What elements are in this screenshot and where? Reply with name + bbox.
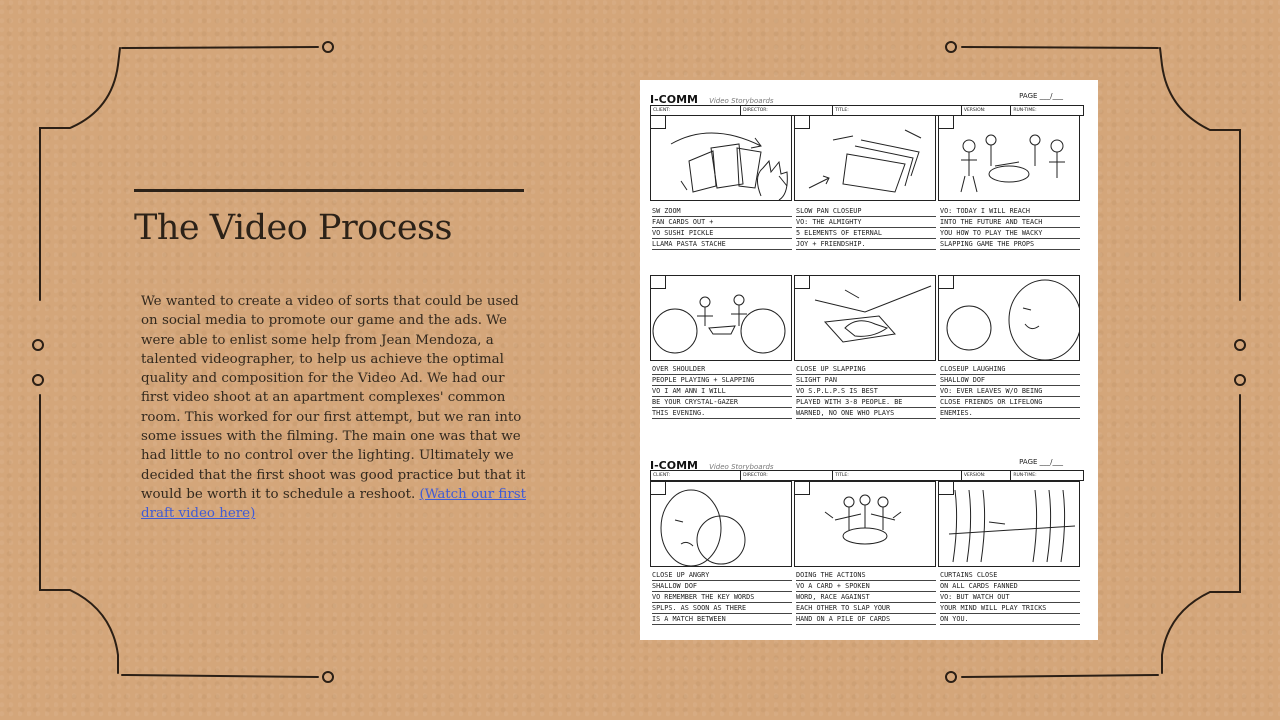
description-text xyxy=(141,292,526,524)
field-version: VERSION: xyxy=(962,106,1011,115)
panel-notes xyxy=(652,570,792,625)
note-line: BE YOUR CRYSTAL-GAZER xyxy=(652,397,792,408)
note-line: PEOPLE PLAYING + SLAPPING xyxy=(652,375,792,386)
panel-notes xyxy=(652,206,792,250)
storyboard-panel xyxy=(938,115,1080,201)
storyboard-meta-row-2 xyxy=(650,470,1084,481)
panel-notes xyxy=(796,364,936,419)
note-line: DOING THE ACTIONS xyxy=(796,570,936,581)
panel-notes xyxy=(796,570,936,625)
panel-notes xyxy=(940,364,1080,419)
note-line: ON YOU. xyxy=(940,614,1080,625)
field-client: CLIENT: xyxy=(651,106,741,115)
field-client: CLIENT: xyxy=(651,471,741,480)
field-runtime: RUN-TIME: xyxy=(1013,108,1037,113)
field-director: DIRECTOR: xyxy=(741,471,833,480)
note-line: CLOSE UP ANGRY xyxy=(652,570,792,581)
page-label-2: PAGE ___/___ xyxy=(1019,458,1063,466)
note-line: SHALLOW DOF xyxy=(940,375,1080,386)
note-line: VO REMEMBER THE KEY WORDS xyxy=(652,592,792,603)
note-line: JOY + FRIENDSHIP. xyxy=(796,239,936,250)
field-title: TITLE: xyxy=(833,471,962,480)
note-line: SW ZOOM xyxy=(652,206,792,217)
note-line: SLAPPING GAME THE PROPS xyxy=(940,239,1080,250)
note-line: LLAMA PASTA STACHE xyxy=(652,239,792,250)
note-line: ENEMIES. xyxy=(940,408,1080,419)
note-line: PLAYED WITH 3-8 PEOPLE. BE xyxy=(796,397,936,408)
storyboard-brand-2: I-COMM xyxy=(650,459,698,472)
storyboard-panel xyxy=(650,275,792,361)
note-line: CLOSEUP LAUGHING xyxy=(940,364,1080,375)
note-line: CLOSE FRIENDS OR LIFELONG xyxy=(940,397,1080,408)
page-title: The Video Process xyxy=(134,208,452,248)
note-line: VO: TODAY I WILL REACH xyxy=(940,206,1080,217)
title-rule xyxy=(134,189,524,192)
note-line: EACH OTHER TO SLAP YOUR xyxy=(796,603,936,614)
storyboard-panel xyxy=(650,481,792,567)
field-version: VERSION: xyxy=(962,471,1011,480)
note-line: VO: EVER LEAVES W/O BEING xyxy=(940,386,1080,397)
note-line: OVER SHOULDER xyxy=(652,364,792,375)
note-line: VO S.P.L.P.S IS BEST xyxy=(796,386,936,397)
storyboard-sheet xyxy=(640,80,1098,640)
note-line: 5 ELEMENTS OF ETERNAL xyxy=(796,228,936,239)
note-line: THIS EVENING. xyxy=(652,408,792,419)
note-line: CURTAINS CLOSE xyxy=(940,570,1080,581)
note-line: CLOSE UP SLAPPING xyxy=(796,364,936,375)
note-line: YOUR MIND WILL PLAY TRICKS xyxy=(940,603,1080,614)
description-body: We wanted to create a video of sorts that could be used on social media to promote our game and the ads. We were able to enlist some help from Jean Mendoza, a talented videographer, to help us achieve the optimal quality and composition for the Video Ad. We had our first video shoot at an apartment complexes' common room. This worked for our first attempt, but we ran into some issues with the filming. The main one was that we had little to no control over the lighting. Ultimately we decided that the first shoot was good practice but that it would be worth it to schedule a reshoot. xyxy=(141,294,526,502)
storyboard-subtitle-2: Video Storyboards xyxy=(709,463,774,471)
panel-notes xyxy=(652,364,792,419)
storyboard-brand: I-COMM xyxy=(650,93,698,106)
storyboard-panel xyxy=(938,275,1080,361)
note-line: INTO THE FUTURE AND TEACH xyxy=(940,217,1080,228)
storyboard-panel xyxy=(794,275,936,361)
note-line: SLIGHT PAN xyxy=(796,375,936,386)
note-line: SPLPS. AS SOON AS THERE xyxy=(652,603,792,614)
note-line: FAN CARDS OUT + xyxy=(652,217,792,228)
note-line: VO A CARD + SPOKEN xyxy=(796,581,936,592)
note-line: YOU HOW TO PLAY THE WACKY xyxy=(940,228,1080,239)
note-line: VO: THE ALMIGHTY xyxy=(796,217,936,228)
panel-notes xyxy=(796,206,936,250)
note-line: HAND ON A PILE OF CARDS xyxy=(796,614,936,625)
note-line: WORD, RACE AGAINST xyxy=(796,592,936,603)
storyboard-panel xyxy=(650,115,792,201)
note-line: SHALLOW DOF xyxy=(652,581,792,592)
note-line: VO: BUT WATCH OUT xyxy=(940,592,1080,603)
panel-notes xyxy=(940,206,1080,250)
storyboard-panel xyxy=(794,481,936,567)
first-draft-video-link[interactable]: (Watch our first draft video here) xyxy=(141,486,526,522)
note-line: ON ALL CARDS FANNED xyxy=(940,581,1080,592)
note-line: IS A MATCH BETWEEN xyxy=(652,614,792,625)
page-label: PAGE ___/___ xyxy=(1019,92,1063,100)
note-line: WARNED, NO ONE WHO PLAYS xyxy=(796,408,936,419)
panel-notes xyxy=(940,570,1080,625)
field-director: DIRECTOR: xyxy=(741,106,833,115)
note-line: VO I AM ANN I WILL xyxy=(652,386,792,397)
storyboard-panel xyxy=(938,481,1080,567)
note-line: VO SUSHI PICKLE xyxy=(652,228,792,239)
note-line: SLOW PAN CLOSEUP xyxy=(796,206,936,217)
storyboard-panel xyxy=(794,115,936,201)
storyboard-subtitle: Video Storyboards xyxy=(709,97,774,105)
field-title: TITLE: xyxy=(833,106,962,115)
field-runtime: RUN-TIME: xyxy=(1013,473,1037,478)
